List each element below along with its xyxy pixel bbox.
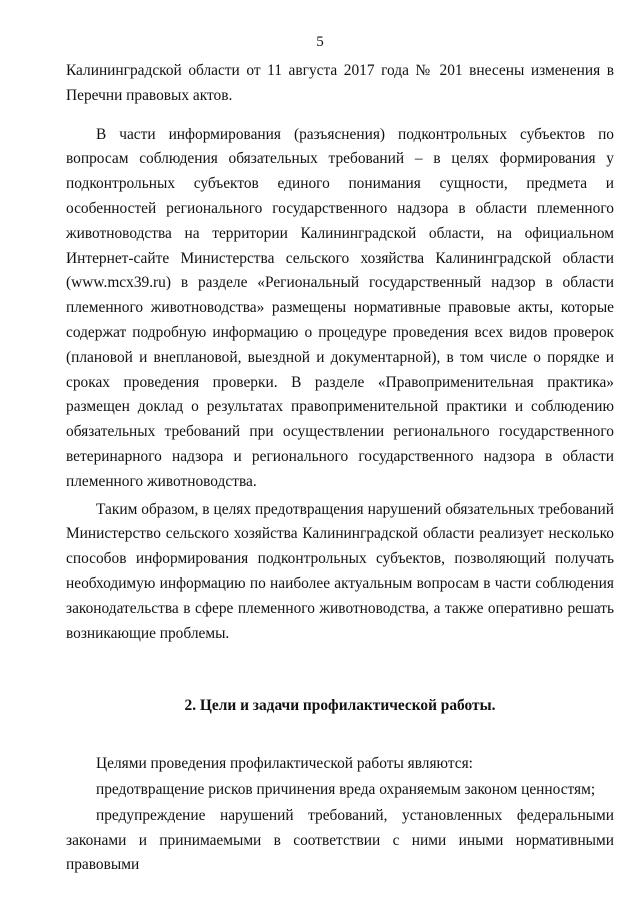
section-heading: 2. Цели и задачи профилактической работы. (184, 697, 496, 715)
goal-item-2: предупреждение нарушений требований, установленных федеральными законами и принимаемыми в соответствии с ними иными нормативными правовыми (66, 806, 614, 874)
page-number: 5 (316, 34, 324, 50)
document-body (66, 59, 614, 878)
paragraph-continuation: Калининградской области от 11 августа 2017 года № 201 внесены изменения в Перечни правовых актов. (66, 62, 614, 104)
paragraph-informing: В части информирования (разъяснения) подконтрольных субъектов по вопросам соблюдения обязательных требований – в целях формирования у подконтрольных субъектов единого понимания сущности, предмета и особенностей регионального государственного надзора в области племенного животноводства на территории Калининградской области, на официальном Интернет-сайте Министерства сельского хозяйства Калининградской области (www.mcx39.ru) в разделе «Региональный государственный надзор в области племенного животноводства» размещены нормативные правовые акты, которые содержат подробную информацию о процедуре проведения всех видов проверок (плановой и внеплановой, выездной и документарной), в том числе о порядке и сроках проведения проверки. В разделе «Правоприменительная практика» размещен доклад о результатах правоприменительной практики и соблюдению обязательных требований при осуществлении регионального государственного ветеринарного надзора и регионального государственного надзора в области племенного животноводства. (66, 125, 614, 490)
paragraph-conclusion: Таким образом, в целях предотвращения нарушений обязательных требований Министерство сельского хозяйства Калининградской области реализует несколько способов информирования подконтрольных субъектов, позволяющий получать необходимую информацию по наиболее актуальным вопросам в части соблюдения законодательства в сфере племенного животноводства, а также оперативно решать возникающие проблемы. (66, 500, 614, 642)
goal-item-1: предотвращение рисков причинения вреда охраняемым законом ценностям; (96, 780, 596, 798)
goals-intro: Целями проведения профилактической работы являются: (96, 755, 473, 773)
